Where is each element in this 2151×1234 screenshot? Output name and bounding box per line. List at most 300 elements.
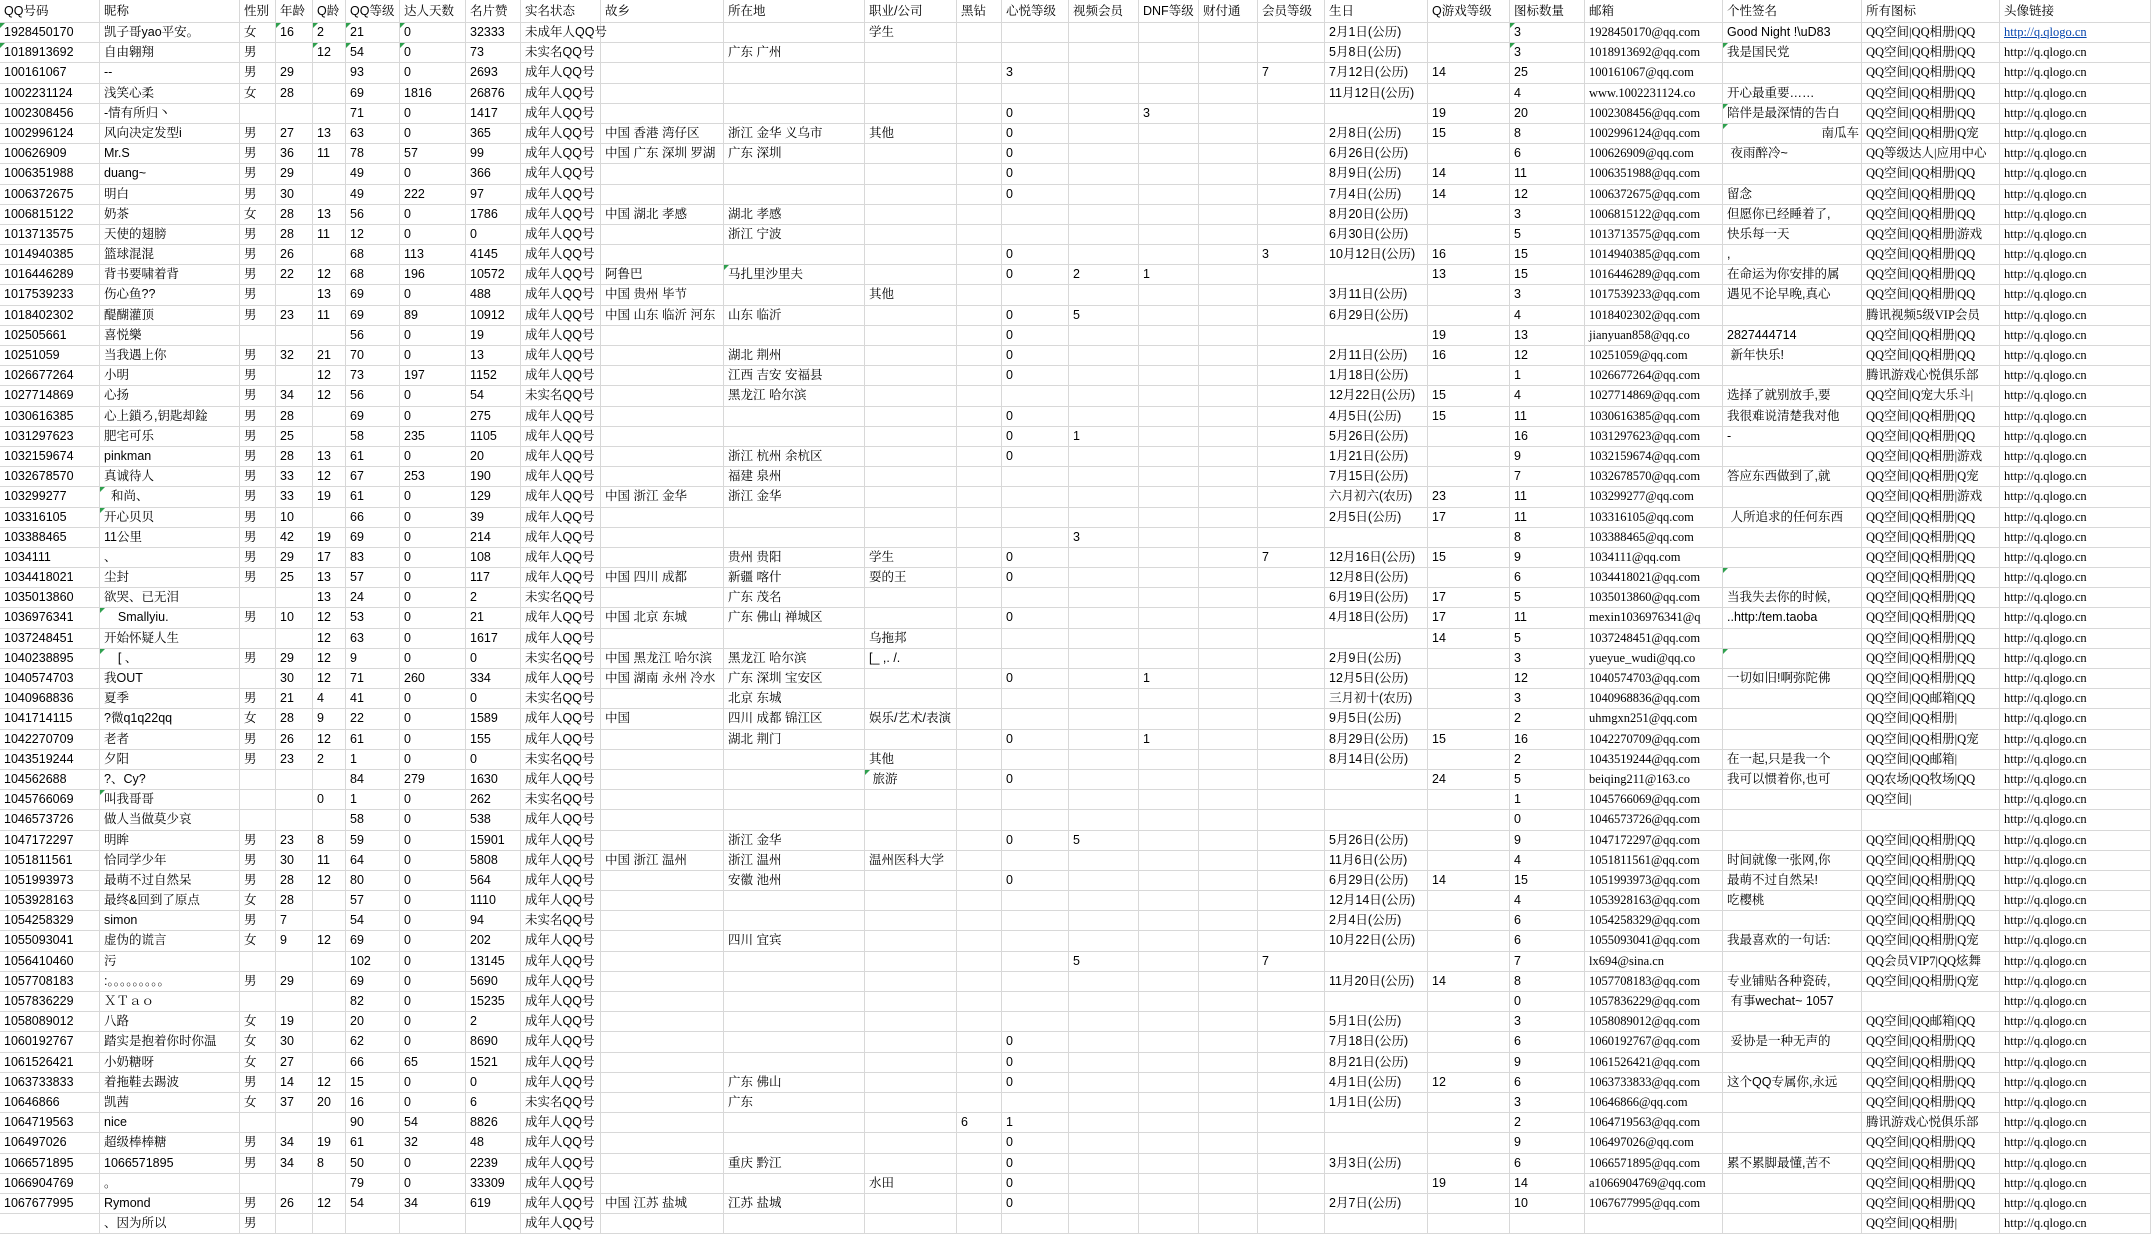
cell-q-age[interactable] (313, 911, 346, 931)
cell-gender[interactable]: 男 (240, 508, 276, 528)
cell-location[interactable] (724, 750, 865, 770)
cell-qgame-level[interactable]: 14 (1428, 972, 1510, 992)
cell-avatar-link[interactable]: http://q.qlogo.cn (2000, 225, 2151, 245)
cell-realname-status[interactable]: 成年人QQ号 (521, 104, 601, 124)
cell-birthday[interactable]: 6月19日(公历) (1325, 588, 1428, 608)
cell-qq[interactable]: 1017539233 (0, 285, 100, 305)
cell-location[interactable] (724, 770, 865, 790)
cell-expert-days[interactable]: 0 (400, 851, 466, 871)
cell-qgame-level[interactable] (1428, 831, 1510, 851)
cell-gender[interactable]: 男 (240, 1073, 276, 1093)
cell-qq-level[interactable]: 63 (346, 629, 400, 649)
cell-location[interactable] (724, 952, 865, 972)
cell-card-likes[interactable]: 10572 (466, 265, 521, 285)
cell-email[interactable]: 1017539233@qq.com (1585, 285, 1723, 305)
cell-nickname[interactable]: 明眸 (100, 831, 240, 851)
cell-email[interactable]: uhmgxn251@qq.com (1585, 709, 1723, 729)
cell-dnf-level[interactable] (1139, 790, 1199, 810)
cell-realname-status[interactable]: 成年人QQ号 (521, 487, 601, 507)
cell-realname-status[interactable]: 成年人QQ号 (521, 1053, 601, 1073)
cell-birthday[interactable]: 12月8日(公历) (1325, 568, 1428, 588)
cell-black-diamond[interactable] (957, 326, 1002, 346)
cell-age[interactable]: 10 (276, 508, 313, 528)
cell-nickname[interactable]: 虚伪的谎言 (100, 931, 240, 951)
cell-birthday[interactable]: 3月3日(公历) (1325, 1154, 1428, 1174)
cell-icon-count[interactable]: 0 (1510, 810, 1585, 830)
cell-hometown[interactable] (601, 810, 724, 830)
cell-signature[interactable]: 南瓜车 (1723, 124, 1862, 144)
cell-realname-status[interactable]: 未实名QQ号 (521, 649, 601, 669)
cell-icon-count[interactable]: 9 (1510, 548, 1585, 568)
cell-expert-days[interactable]: 0 (400, 649, 466, 669)
cell-vip-level[interactable] (1258, 144, 1325, 164)
cell-qq[interactable]: 1040574703 (0, 669, 100, 689)
cell-card-likes[interactable]: 15235 (466, 992, 521, 1012)
cell-tenpay[interactable] (1199, 770, 1258, 790)
cell-hometown[interactable]: 中国 北京 东城 (601, 608, 724, 628)
cell-signature[interactable] (1723, 1053, 1862, 1073)
cell-signature[interactable]: , (1723, 245, 1862, 265)
cell-avatar-link[interactable]: http://q.qlogo.cn (2000, 1053, 2151, 1073)
cell-expert-days[interactable]: 0 (400, 952, 466, 972)
cell-birthday[interactable]: 6月29日(公历) (1325, 306, 1428, 326)
cell-all-icons[interactable]: QQ空间|QQ邮箱|QQ (1862, 1012, 2000, 1032)
cell-expert-days[interactable]: 0 (400, 689, 466, 709)
cell-location[interactable]: 四川 成都 锦江区 (724, 709, 865, 729)
cell-birthday[interactable]: 3月11日(公历) (1325, 285, 1428, 305)
cell-vip-level[interactable] (1258, 386, 1325, 406)
cell-card-likes[interactable]: 6 (466, 1093, 521, 1113)
cell-q-age[interactable]: 11 (313, 851, 346, 871)
cell-avatar-link[interactable]: http://q.qlogo.cn (2000, 386, 2151, 406)
cell-video-vip[interactable]: 2 (1069, 265, 1139, 285)
cell-expert-days[interactable]: 0 (400, 931, 466, 951)
cell-all-icons[interactable]: QQ空间|QQ相册|QQ (1862, 891, 2000, 911)
cell-all-icons[interactable]: QQ空间|QQ邮箱|QQ (1862, 689, 2000, 709)
cell-qq-level[interactable]: 24 (346, 588, 400, 608)
cell-icon-count[interactable]: 16 (1510, 427, 1585, 447)
cell-signature[interactable] (1723, 63, 1862, 83)
cell-video-vip[interactable] (1069, 1194, 1139, 1214)
cell-video-vip[interactable] (1069, 508, 1139, 528)
cell-expert-days[interactable]: 0 (400, 629, 466, 649)
column-header-realname-status[interactable]: 实名状态 (521, 0, 601, 23)
cell-vip-level[interactable] (1258, 992, 1325, 1012)
cell-qq[interactable]: 1043519244 (0, 750, 100, 770)
cell-hometown[interactable]: 阿鲁巴 (601, 265, 724, 285)
cell-qq[interactable]: 1013713575 (0, 225, 100, 245)
cell-realname-status[interactable]: 成年人QQ号 (521, 1174, 601, 1194)
cell-email[interactable]: 1006351988@qq.com (1585, 164, 1723, 184)
cell-tenpay[interactable] (1199, 730, 1258, 750)
cell-qq-level[interactable]: 16 (346, 1093, 400, 1113)
cell-icon-count[interactable]: 5 (1510, 629, 1585, 649)
cell-xinyue-level[interactable]: 0 (1002, 164, 1069, 184)
cell-age[interactable]: 28 (276, 205, 313, 225)
cell-age[interactable] (276, 770, 313, 790)
cell-occupation[interactable] (865, 911, 957, 931)
cell-q-age[interactable] (313, 104, 346, 124)
cell-all-icons[interactable]: QQ空间|QQ相册|QQ (1862, 1133, 2000, 1153)
cell-video-vip[interactable] (1069, 1032, 1139, 1052)
cell-icon-count[interactable]: 8 (1510, 528, 1585, 548)
cell-nickname[interactable]: 明白 (100, 185, 240, 205)
cell-location[interactable]: 贵州 贵阳 (724, 548, 865, 568)
cell-occupation[interactable]: 水田 (865, 1174, 957, 1194)
cell-card-likes[interactable]: 202 (466, 931, 521, 951)
cell-gender[interactable]: 男 (240, 265, 276, 285)
cell-birthday[interactable]: 2月8日(公历) (1325, 124, 1428, 144)
cell-signature[interactable]: 选择了就别放手,要 (1723, 386, 1862, 406)
cell-avatar-link[interactable]: http://q.qlogo.cn (2000, 568, 2151, 588)
cell-signature[interactable] (1723, 1012, 1862, 1032)
cell-realname-status[interactable]: 成年人QQ号 (521, 730, 601, 750)
cell-qq-level[interactable]: 69 (346, 285, 400, 305)
cell-realname-status[interactable]: 成年人QQ号 (521, 1012, 601, 1032)
cell-signature[interactable] (1723, 1093, 1862, 1113)
cell-nickname[interactable]: -情有所归丶 (100, 104, 240, 124)
cell-icon-count[interactable]: 4 (1510, 306, 1585, 326)
cell-nickname[interactable]: 做人当做莫少哀 (100, 810, 240, 830)
cell-xinyue-level[interactable]: 0 (1002, 185, 1069, 205)
cell-qq[interactable]: 1035013860 (0, 588, 100, 608)
cell-occupation[interactable] (865, 972, 957, 992)
cell-video-vip[interactable] (1069, 1174, 1139, 1194)
cell-all-icons[interactable]: QQ空间|QQ相册|QQ (1862, 427, 2000, 447)
cell-expert-days[interactable]: 0 (400, 709, 466, 729)
cell-age[interactable]: 25 (276, 568, 313, 588)
cell-vip-level[interactable] (1258, 487, 1325, 507)
cell-hometown[interactable] (601, 225, 724, 245)
cell-age[interactable]: 10 (276, 608, 313, 628)
cell-vip-level[interactable] (1258, 1214, 1325, 1234)
cell-qq[interactable]: 1026677264 (0, 366, 100, 386)
cell-video-vip[interactable] (1069, 629, 1139, 649)
cell-card-likes[interactable]: 1617 (466, 629, 521, 649)
cell-avatar-link[interactable]: http://q.qlogo.cn (2000, 23, 2151, 43)
cell-realname-status[interactable]: 成年人QQ号 (521, 326, 601, 346)
cell-black-diamond[interactable] (957, 366, 1002, 386)
cell-occupation[interactable] (865, 871, 957, 891)
cell-age[interactable]: 25 (276, 427, 313, 447)
cell-realname-status[interactable]: 成年人QQ号 (521, 124, 601, 144)
cell-qq[interactable]: 1063733833 (0, 1073, 100, 1093)
cell-birthday[interactable]: 4月5日(公历) (1325, 407, 1428, 427)
cell-icon-count[interactable]: 15 (1510, 265, 1585, 285)
cell-birthday[interactable]: 5月26日(公历) (1325, 427, 1428, 447)
cell-xinyue-level[interactable] (1002, 386, 1069, 406)
cell-age[interactable]: 29 (276, 63, 313, 83)
cell-email[interactable]: 1016446289@qq.com (1585, 265, 1723, 285)
cell-qgame-level[interactable] (1428, 427, 1510, 447)
cell-vip-level[interactable] (1258, 1012, 1325, 1032)
cell-hometown[interactable] (601, 689, 724, 709)
cell-realname-status[interactable]: 成年人QQ号 (521, 508, 601, 528)
cell-expert-days[interactable]: 196 (400, 265, 466, 285)
cell-vip-level[interactable] (1258, 629, 1325, 649)
cell-dnf-level[interactable] (1139, 911, 1199, 931)
cell-dnf-level[interactable] (1139, 447, 1199, 467)
cell-age[interactable]: 30 (276, 1032, 313, 1052)
cell-qgame-level[interactable] (1428, 84, 1510, 104)
cell-hometown[interactable]: 中国 贵州 毕节 (601, 285, 724, 305)
cell-expert-days[interactable]: 0 (400, 528, 466, 548)
cell-video-vip[interactable] (1069, 770, 1139, 790)
cell-avatar-link[interactable]: http://q.qlogo.cn (2000, 1012, 2151, 1032)
column-header-qq[interactable]: QQ号码 (0, 0, 100, 23)
cell-occupation[interactable] (865, 1133, 957, 1153)
cell-birthday[interactable]: 三月初十(农历) (1325, 689, 1428, 709)
cell-realname-status[interactable]: 成年人QQ号 (521, 205, 601, 225)
cell-nickname[interactable]: 最萌不过自然呆 (100, 871, 240, 891)
cell-hometown[interactable] (601, 871, 724, 891)
cell-birthday[interactable]: 1月21日(公历) (1325, 447, 1428, 467)
cell-expert-days[interactable]: 0 (400, 1093, 466, 1113)
cell-qq-level[interactable]: 69 (346, 931, 400, 951)
cell-occupation[interactable] (865, 265, 957, 285)
cell-birthday[interactable]: 8月14日(公历) (1325, 750, 1428, 770)
cell-tenpay[interactable] (1199, 568, 1258, 588)
cell-hometown[interactable]: 中国 (601, 709, 724, 729)
cell-email[interactable]: 1060192767@qq.com (1585, 1032, 1723, 1052)
cell-hometown[interactable] (601, 548, 724, 568)
cell-avatar-link[interactable]: http://q.qlogo.cn (2000, 588, 2151, 608)
cell-gender[interactable]: 男 (240, 144, 276, 164)
cell-card-likes[interactable]: 0 (466, 225, 521, 245)
cell-location[interactable]: 山东 临沂 (724, 306, 865, 326)
cell-q-age[interactable] (313, 508, 346, 528)
cell-birthday[interactable]: 4月18日(公历) (1325, 608, 1428, 628)
cell-video-vip[interactable]: 5 (1069, 952, 1139, 972)
cell-black-diamond[interactable] (957, 1032, 1002, 1052)
cell-q-age[interactable]: 12 (313, 467, 346, 487)
cell-card-likes[interactable]: 108 (466, 548, 521, 568)
cell-black-diamond[interactable] (957, 508, 1002, 528)
cell-qgame-level[interactable] (1428, 1053, 1510, 1073)
cell-qq[interactable]: 100626909 (0, 144, 100, 164)
cell-icon-count[interactable]: 3 (1510, 23, 1585, 43)
cell-birthday[interactable] (1325, 770, 1428, 790)
cell-card-likes[interactable]: 94 (466, 911, 521, 931)
cell-signature[interactable]: 妥协是一种无声的 (1723, 1032, 1862, 1052)
cell-dnf-level[interactable] (1139, 588, 1199, 608)
cell-location[interactable] (724, 164, 865, 184)
cell-location[interactable]: 广东 佛山 (724, 1073, 865, 1093)
cell-qgame-level[interactable] (1428, 528, 1510, 548)
cell-xinyue-level[interactable] (1002, 931, 1069, 951)
cell-nickname[interactable]: 欲哭、已无泪 (100, 588, 240, 608)
cell-all-icons[interactable]: QQ空间|QQ相册|QQ (1862, 1073, 2000, 1093)
cell-vip-level[interactable] (1258, 568, 1325, 588)
cell-icon-count[interactable]: 6 (1510, 1032, 1585, 1052)
cell-expert-days[interactable]: 0 (400, 285, 466, 305)
cell-nickname[interactable]: 最终&回到了原点 (100, 891, 240, 911)
cell-xinyue-level[interactable] (1002, 1012, 1069, 1032)
cell-all-icons[interactable]: QQ空间|QQ相册|QQ (1862, 629, 2000, 649)
cell-qgame-level[interactable]: 14 (1428, 164, 1510, 184)
cell-icon-count[interactable]: 4 (1510, 851, 1585, 871)
cell-qq[interactable]: 1036976341 (0, 608, 100, 628)
cell-realname-status[interactable]: 成年人QQ号 (521, 831, 601, 851)
cell-qq-level[interactable]: 12 (346, 225, 400, 245)
cell-vip-level[interactable]: 7 (1258, 548, 1325, 568)
cell-avatar-link[interactable]: http://q.qlogo.cn (2000, 1154, 2151, 1174)
cell-realname-status[interactable]: 成年人QQ号 (521, 407, 601, 427)
cell-black-diamond[interactable] (957, 548, 1002, 568)
cell-all-icons[interactable]: QQ空间|QQ相册|QQ (1862, 1154, 2000, 1174)
cell-qq[interactable]: 1058089012 (0, 1012, 100, 1032)
cell-avatar-link[interactable]: http://q.qlogo.cn (2000, 205, 2151, 225)
cell-email[interactable]: 1058089012@qq.com (1585, 1012, 1723, 1032)
cell-tenpay[interactable] (1199, 608, 1258, 628)
cell-hometown[interactable] (601, 730, 724, 750)
cell-all-icons[interactable]: QQ空间|QQ相册| (1862, 709, 2000, 729)
cell-avatar-link[interactable]: http://q.qlogo.cn (2000, 730, 2151, 750)
cell-xinyue-level[interactable]: 0 (1002, 730, 1069, 750)
cell-icon-count[interactable]: 6 (1510, 931, 1585, 951)
cell-card-likes[interactable]: 0 (466, 1073, 521, 1093)
cell-tenpay[interactable] (1199, 407, 1258, 427)
cell-realname-status[interactable]: 成年人QQ号 (521, 1032, 601, 1052)
cell-xinyue-level[interactable]: 0 (1002, 144, 1069, 164)
cell-dnf-level[interactable] (1139, 1133, 1199, 1153)
cell-email[interactable]: 1002308456@qq.com (1585, 104, 1723, 124)
cell-realname-status[interactable]: 成年人QQ号 (521, 770, 601, 790)
cell-email[interactable]: 1057708183@qq.com (1585, 972, 1723, 992)
cell-age[interactable]: 30 (276, 185, 313, 205)
cell-card-likes[interactable]: 2 (466, 1012, 521, 1032)
cell-nickname[interactable]: nice (100, 1113, 240, 1133)
cell-q-age[interactable]: 12 (313, 265, 346, 285)
cell-birthday[interactable]: 11月20日(公历) (1325, 972, 1428, 992)
cell-dnf-level[interactable] (1139, 1012, 1199, 1032)
cell-expert-days[interactable]: 0 (400, 487, 466, 507)
cell-occupation[interactable]: 其他 (865, 124, 957, 144)
cell-all-icons[interactable]: QQ空间|QQ相册|QQ (1862, 608, 2000, 628)
cell-expert-days[interactable]: 0 (400, 508, 466, 528)
cell-video-vip[interactable] (1069, 124, 1139, 144)
cell-realname-status[interactable]: 成年人QQ号 (521, 63, 601, 83)
cell-expert-days[interactable]: 0 (400, 730, 466, 750)
cell-black-diamond[interactable] (957, 407, 1002, 427)
cell-age[interactable]: 26 (276, 730, 313, 750)
cell-birthday[interactable]: 1月18日(公历) (1325, 366, 1428, 386)
cell-icon-count[interactable]: 2 (1510, 750, 1585, 770)
cell-card-likes[interactable]: 54 (466, 386, 521, 406)
cell-qgame-level[interactable] (1428, 43, 1510, 63)
cell-email[interactable] (1585, 1214, 1723, 1234)
cell-qgame-level[interactable]: 17 (1428, 608, 1510, 628)
cell-all-icons[interactable]: QQ空间|QQ相册|QQ (1862, 104, 2000, 124)
cell-black-diamond[interactable] (957, 1093, 1002, 1113)
cell-black-diamond[interactable] (957, 43, 1002, 63)
cell-nickname[interactable]: 凯子哥yao平安。 (100, 23, 240, 43)
cell-xinyue-level[interactable] (1002, 467, 1069, 487)
cell-qq-level[interactable]: 69 (346, 306, 400, 326)
cell-signature[interactable] (1723, 306, 1862, 326)
cell-all-icons[interactable]: QQ空间|QQ相册|QQ (1862, 205, 2000, 225)
cell-location[interactable]: 江苏 盐城 (724, 1194, 865, 1214)
cell-tenpay[interactable] (1199, 709, 1258, 729)
cell-icon-count[interactable]: 7 (1510, 467, 1585, 487)
cell-all-icons[interactable]: QQ空间|QQ相册|游戏 (1862, 225, 2000, 245)
cell-video-vip[interactable] (1069, 548, 1139, 568)
cell-occupation[interactable] (865, 205, 957, 225)
cell-signature[interactable]: 有事wechat~ 1057 (1723, 992, 1862, 1012)
cell-card-likes[interactable]: 10912 (466, 306, 521, 326)
cell-signature[interactable]: 一切如旧!啊弥陀佛 (1723, 669, 1862, 689)
cell-black-diamond[interactable] (957, 528, 1002, 548)
cell-expert-days[interactable]: 0 (400, 164, 466, 184)
cell-location[interactable] (724, 1032, 865, 1052)
cell-video-vip[interactable] (1069, 709, 1139, 729)
cell-xinyue-level[interactable] (1002, 285, 1069, 305)
cell-expert-days[interactable]: 0 (400, 386, 466, 406)
cell-email[interactable]: 1031297623@qq.com (1585, 427, 1723, 447)
cell-q-age[interactable]: 2 (313, 23, 346, 43)
cell-icon-count[interactable]: 4 (1510, 386, 1585, 406)
cell-xinyue-level[interactable]: 0 (1002, 124, 1069, 144)
cell-xinyue-level[interactable] (1002, 225, 1069, 245)
cell-occupation[interactable]: [_ ,. /. (865, 649, 957, 669)
cell-card-likes[interactable]: 8826 (466, 1113, 521, 1133)
cell-icon-count[interactable]: 11 (1510, 407, 1585, 427)
cell-black-diamond[interactable] (957, 770, 1002, 790)
cell-nickname[interactable]: 浅笑心柔 (100, 84, 240, 104)
cell-all-icons[interactable]: QQ等级达人|应用中心 (1862, 144, 2000, 164)
cell-qq-level[interactable]: 69 (346, 972, 400, 992)
cell-video-vip[interactable] (1069, 1053, 1139, 1073)
cell-nickname[interactable]: 小奶糖呀 (100, 1053, 240, 1073)
cell-qq[interactable]: 1056410460 (0, 952, 100, 972)
cell-dnf-level[interactable] (1139, 750, 1199, 770)
cell-card-likes[interactable]: 73 (466, 43, 521, 63)
cell-realname-status[interactable]: 成年人QQ号 (521, 810, 601, 830)
cell-realname-status[interactable]: 成年人QQ号 (521, 1194, 601, 1214)
cell-vip-level[interactable] (1258, 770, 1325, 790)
cell-realname-status[interactable]: 成年人QQ号 (521, 1214, 601, 1234)
cell-gender[interactable]: 男 (240, 548, 276, 568)
cell-gender[interactable]: 男 (240, 346, 276, 366)
cell-tenpay[interactable] (1199, 205, 1258, 225)
cell-video-vip[interactable] (1069, 1133, 1139, 1153)
cell-q-age[interactable]: 21 (313, 346, 346, 366)
cell-expert-days[interactable]: 0 (400, 23, 466, 43)
cell-video-vip[interactable]: 3 (1069, 528, 1139, 548)
cell-gender[interactable] (240, 770, 276, 790)
cell-occupation[interactable] (865, 1214, 957, 1234)
cell-qq[interactable]: 1016446289 (0, 265, 100, 285)
cell-tenpay[interactable] (1199, 245, 1258, 265)
cell-signature[interactable]: 吃樱桃 (1723, 891, 1862, 911)
cell-location[interactable]: 湖北 荆州 (724, 346, 865, 366)
cell-video-vip[interactable] (1069, 326, 1139, 346)
cell-qq[interactable]: 1018913692 (0, 43, 100, 63)
cell-video-vip[interactable] (1069, 366, 1139, 386)
cell-qgame-level[interactable]: 24 (1428, 770, 1510, 790)
cell-q-age[interactable]: 12 (313, 366, 346, 386)
cell-xinyue-level[interactable]: 0 (1002, 366, 1069, 386)
cell-birthday[interactable]: 10月22日(公历) (1325, 931, 1428, 951)
cell-qq[interactable]: 1002231124 (0, 84, 100, 104)
cell-nickname[interactable]: 老者 (100, 730, 240, 750)
cell-qq[interactable]: 1034111 (0, 548, 100, 568)
cell-signature[interactable] (1723, 1133, 1862, 1153)
cell-q-age[interactable] (313, 952, 346, 972)
cell-expert-days[interactable]: 260 (400, 669, 466, 689)
cell-location[interactable] (724, 1113, 865, 1133)
cell-expert-days[interactable]: 54 (400, 1113, 466, 1133)
